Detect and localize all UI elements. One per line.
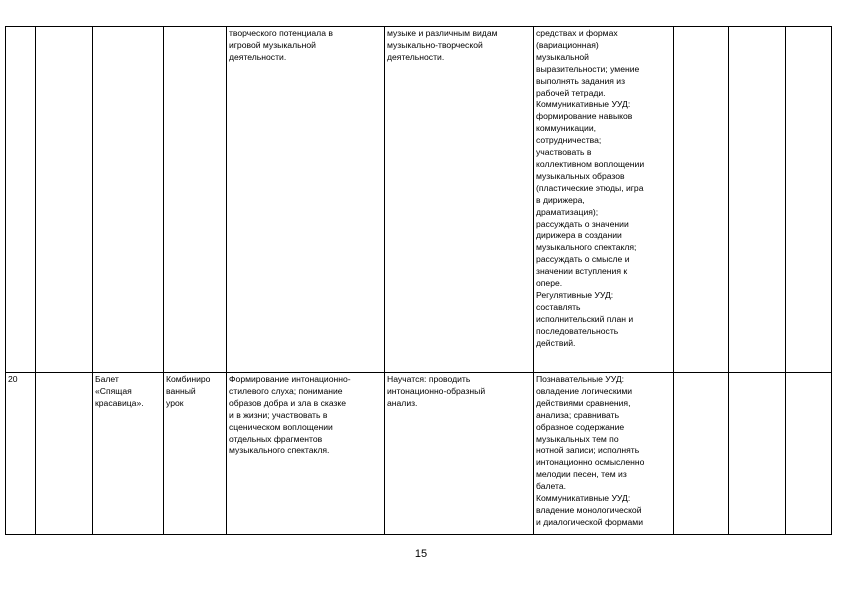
empty-cell (786, 27, 832, 373)
empty-cell (729, 27, 786, 373)
content-cell: Формирование интонационно- стилевого слуха; понимание образов добра и зла в сказке и в жизни; участвовать в сценическом воплощении отдельных фрагментов музыкального спектакля. (227, 373, 385, 535)
lesson-type-cell (164, 27, 227, 373)
uud-cell: Познавательные УУД: овладение логическими действиями сравнения, анализа; сравнивать образное содержание музыкальных тем по нотной записи; исполнять интонационно осмысленно мелодии песен, тем из балета. Коммуникативные УУД: владение монологической и диалогической формами (534, 373, 674, 535)
uud-cell: средствах и формах (вариационная) музыкальной выразительности; умение выполнять задания из рабочей тетради. Коммуникативные УУД: формирование навыков коммуникации, сотрудничества; участвовать в коллективном воплощении музыкальных образов (пластические этюды, игра в дирижера, драматизация); рассуждать о значении дирижера в создании музыкального спектакля; рассуждать о смысле и значении вступления к опере. Регулятивные УУД: составлять исполнительский план и последовательность действий. (534, 27, 674, 373)
content-cell: творческого потенциала в игровой музыкальной деятельности. (227, 27, 385, 373)
topic-cell (93, 27, 164, 373)
lesson-type-cell: Комбиниро ванный урок (164, 373, 227, 535)
empty-cell (674, 27, 729, 373)
empty-cell (674, 373, 729, 535)
topic-cell: Балет «Спящая красавица». (93, 373, 164, 535)
page-number: 15 (414, 548, 428, 560)
results-cell: Научатся: проводить интонационно-образный анализ. (385, 373, 534, 535)
date-cell (36, 373, 93, 535)
empty-cell (786, 373, 832, 535)
lesson-number-cell (6, 27, 36, 373)
lesson-number-cell: 20 (6, 373, 36, 535)
empty-cell (729, 373, 786, 535)
results-cell: музыке и различным видам музыкально-творческой деятельности. (385, 27, 534, 373)
lesson-plan-table (5, 26, 832, 535)
table-row (6, 27, 832, 373)
table-row (6, 373, 832, 535)
date-cell (36, 27, 93, 373)
